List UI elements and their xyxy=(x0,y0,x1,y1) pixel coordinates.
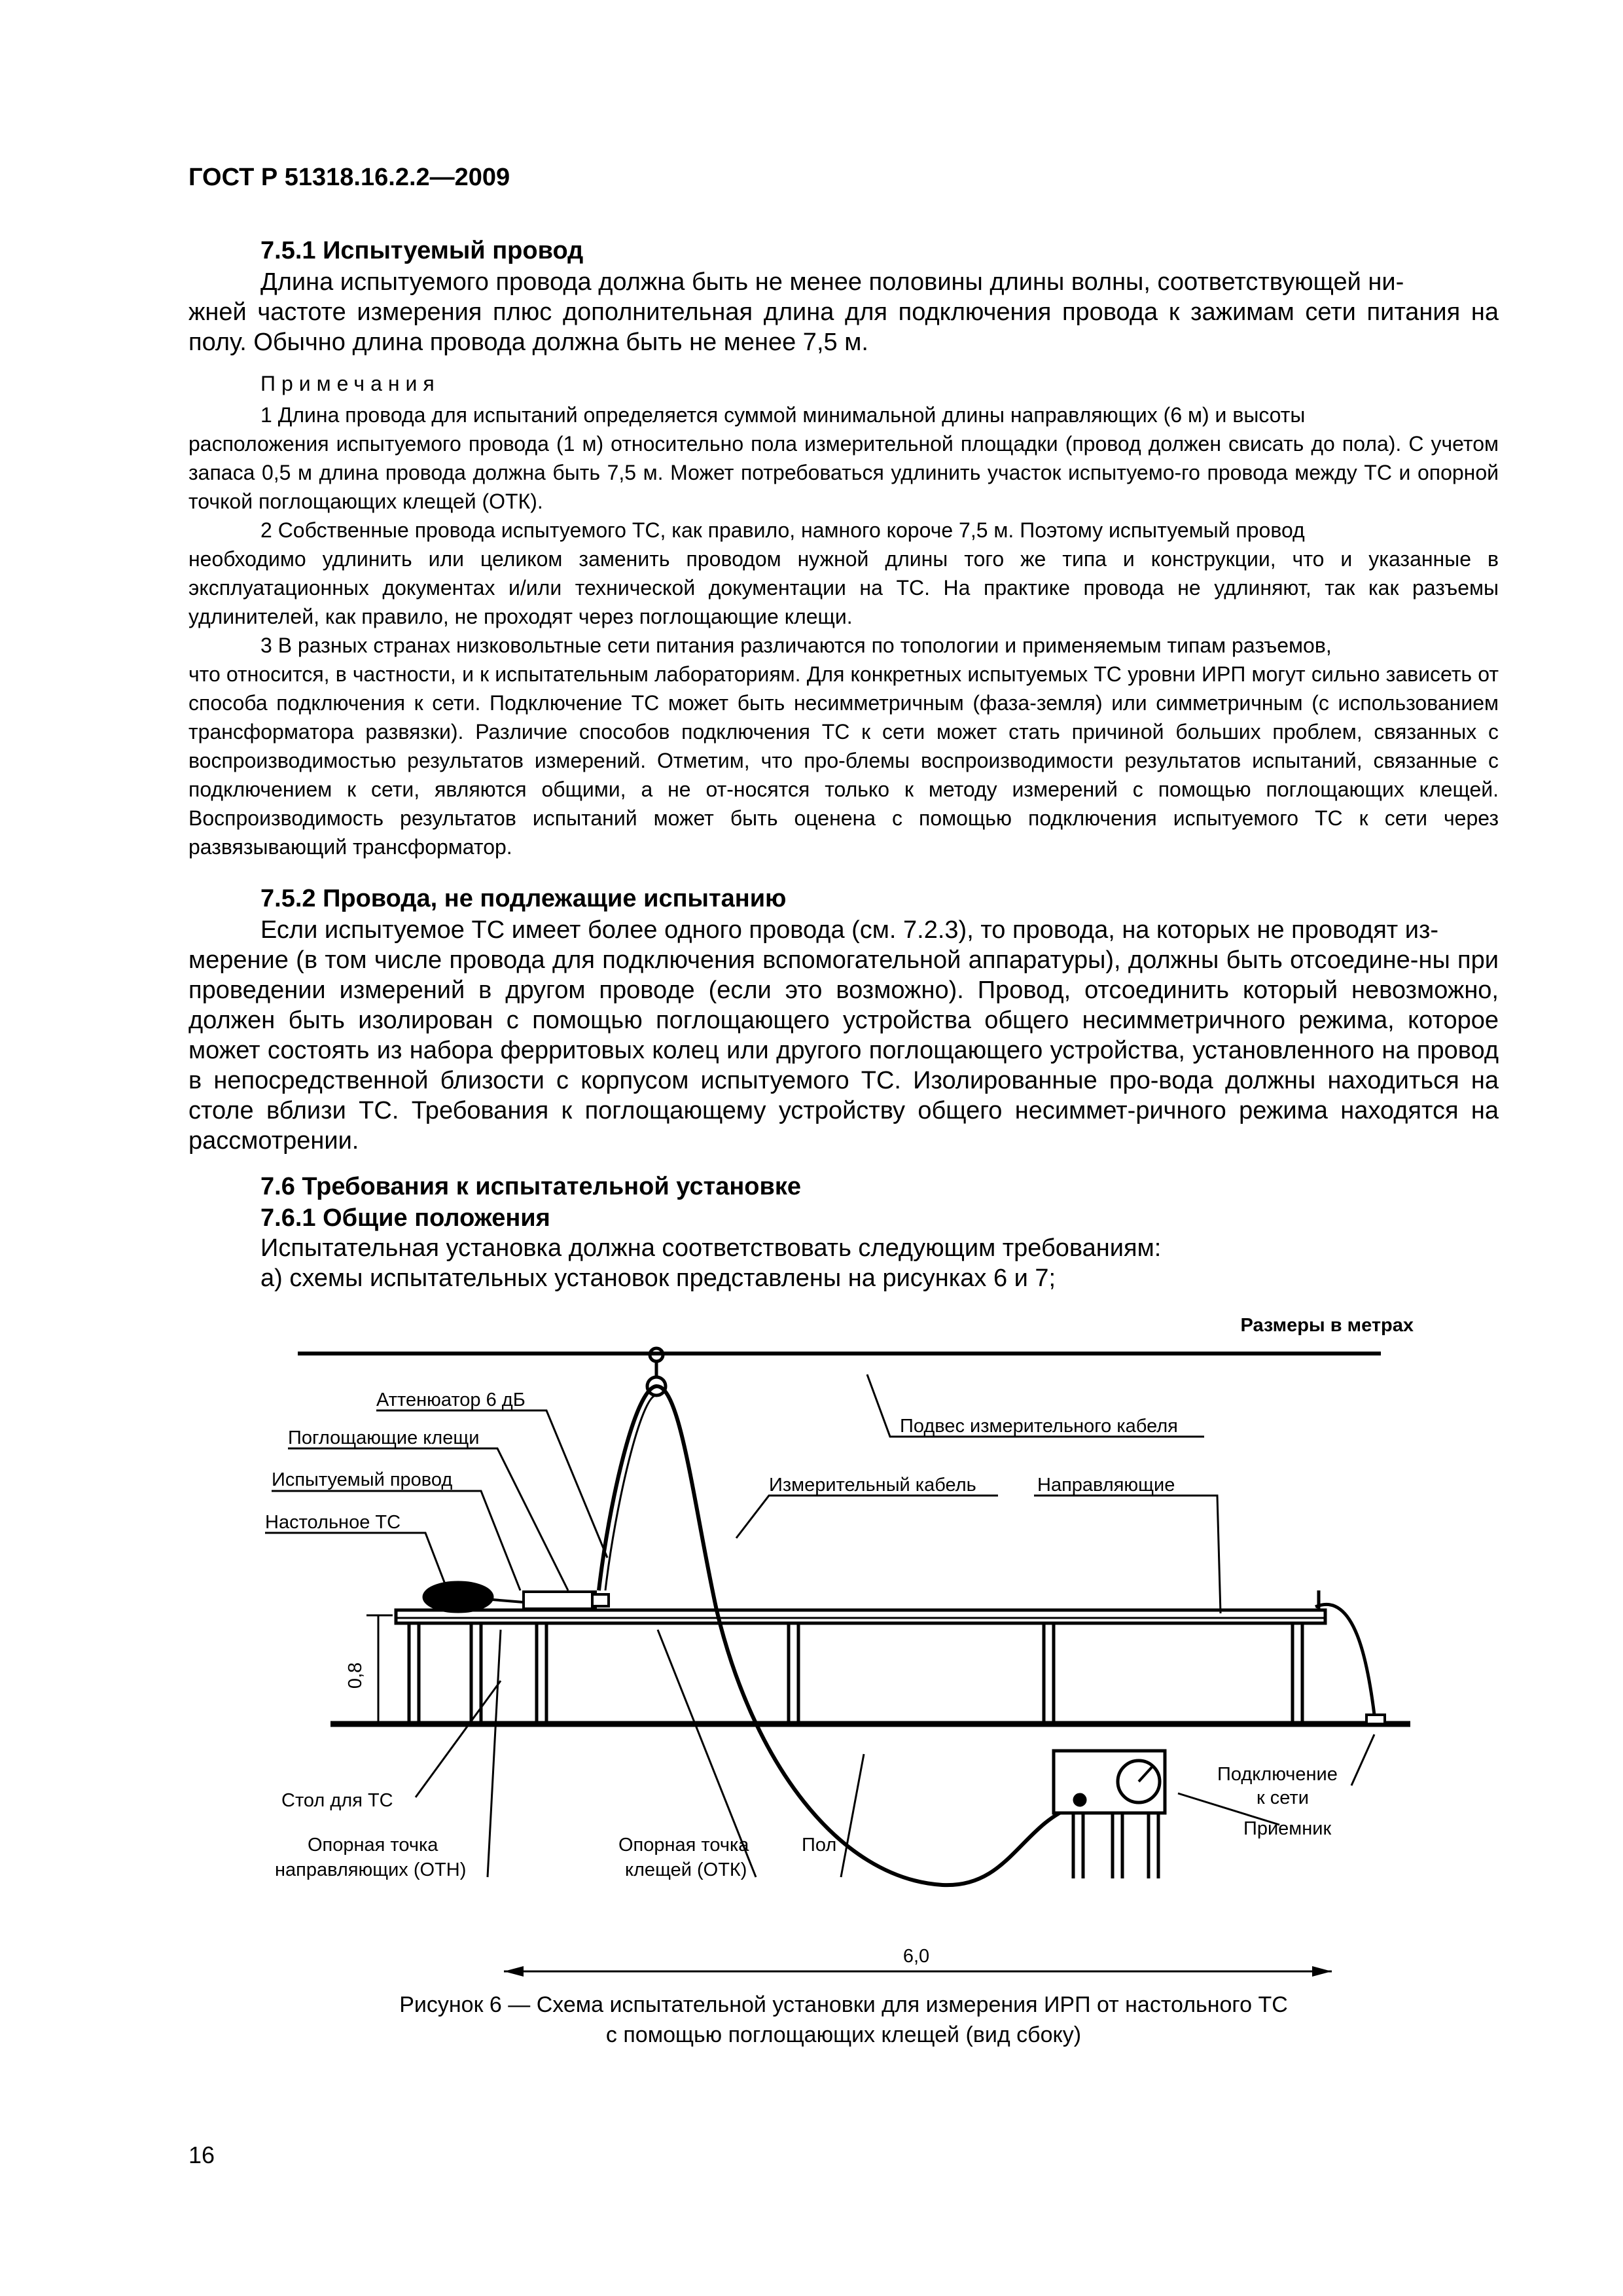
note-3-first: 3 В разных странах низковольтные сети питания различаются по топологии и применяемым типам разъемов, xyxy=(260,634,1332,657)
paragraph-line: Длина испытуемого провода должна быть не менее половины длины волны, соответствующей ни- xyxy=(260,268,1404,296)
label-length: 6,0 xyxy=(902,1946,930,1967)
note-2-rest: необходимо удлинить или целиком заменить проводом нужной длины того же типа и конструкции, что и указанные в эксплуатационных документах и/или технической документации на ТС. На практике провода не удлиняют, так как разъемы удлинителей, как правило, не проходят через поглощающие клещи. xyxy=(188,547,1499,628)
rails xyxy=(396,1610,1325,1623)
eut-device xyxy=(424,1583,492,1611)
label-floor: Пол xyxy=(802,1835,837,1856)
paragraph: жней частоте измерения плюс дополнительная длина для подключения провода к зажимам сети питания на полу. Обычно длина провода должна быть не менее 7,5 м. xyxy=(188,298,1499,356)
label-ref-clamp-2: клещей (ОТК) xyxy=(625,1859,747,1880)
document-header: ГОСТ Р 51318.16.2.2—2009 xyxy=(188,164,510,191)
label-device: Настольное ТС xyxy=(265,1512,401,1533)
list-item-a: а) схемы испытательных установок представлены на рисунках 6 и 7; xyxy=(260,1265,1056,1292)
label-table: Стол для ТС xyxy=(281,1790,393,1811)
label-cable: Измерительный кабель xyxy=(769,1475,976,1496)
section-7-6-1-intro: Испытательная установка должна соответствовать следующим требованиям: xyxy=(260,1234,1162,1262)
label-suspension: Подвес измерительного кабеля xyxy=(900,1416,1178,1437)
caption-line-1: Рисунок 6 — Схема испытательной установки для измерения ИРП от настольного ТС xyxy=(399,1992,1288,2017)
notes-heading: Примечания xyxy=(260,372,440,395)
label-clamp: Поглощающие клещи xyxy=(288,1427,480,1448)
label-wire: Испытуемый провод xyxy=(272,1469,453,1490)
label-mains-2: к сети xyxy=(1257,1787,1309,1808)
note-3-rest: что относится, в частности, и к испытательным лабораториям. Для конкретных испытуемых ТС уровни ИРП могут сильно зависеть от способа подключения к сети. Подключение ТС может быть несимметричным (фаза-земля) или симметричным (с использованием трансформатора развязки). Различие способов подключения ТС к сети может стать причиной больших проблем, связанных с воспроизводимостью результатов измерений. Отметим, что про-блемы воспроизводимости результатов испытаний, связанные с подключением к сети, являются общими, а не от-носятся только к методу измерений с помощью поглощающих клещей. Воспроизводимость результатов испытаний может быть оценена с помощью подключения испытуемого ТС к сети через развязывающий трансформатор. xyxy=(188,662,1499,859)
caption-line-2: с помощью поглощающих клещей (вид сбоку) xyxy=(605,2022,1082,2047)
label-ref-clamp-1: Опорная точка xyxy=(618,1835,749,1856)
measuring-cable xyxy=(599,1386,1073,1885)
absorbing-clamp xyxy=(524,1592,596,1609)
section-title-7-6: 7.6 Требования к испытательной установке xyxy=(260,1173,801,1200)
section-title-7-5-1: 7.5.1 Испытуемый провод xyxy=(260,237,584,264)
paragraph: мерение (в том числе провода для подключения вспомогательной аппаратуры), должны быть отсоедине-ны при проведении измерений в другом проводе (если это возможно). Провод, отсоединить который невозможно, должен быть изолирован с помощью поглощающего устройства общего несимметричного режима, которое может состоять из набора ферритовых колец или другого поглощающего устройства, установленного на провод в непосредственной близости с корпусом испытуемого ТС. Изолированные про-вода должны находиться на столе вблизи ТС. Требования к поглощающему устройству общего несиммет-ричного режима находятся на рассмотрении. xyxy=(188,946,1499,1155)
figure-caption xyxy=(188,1990,1499,2050)
paragraph-line: Если испытуемое ТС имеет более одного провода (см. 7.2.3), то провода, на которых не проводят из- xyxy=(260,916,1439,944)
label-units: Размеры в метрах xyxy=(1240,1315,1414,1336)
note-1-rest: расположения испытуемого провода (1 м) относительно пола измерительной площадки (провод должен свисать до пола). С учетом запаса 0,5 м длина провода должна быть 7,5 м. Может потребоваться удлинить участок испытуемо-го провода между ТС и опорной точкой поглощающих клещей (ОТК). xyxy=(188,432,1499,513)
note-2-first: 2 Собственные провода испытуемого ТС, как правило, намного короче 7,5 м. Поэтому испытуемый провод xyxy=(260,518,1305,542)
label-rails: Направляющие xyxy=(1037,1475,1175,1496)
label-height: 0,8 xyxy=(345,1662,366,1689)
label-attenuator: Аттенюатор 6 дБ xyxy=(376,1390,526,1410)
page-number: 16 xyxy=(188,2142,215,2168)
label-receiver: Приемник xyxy=(1243,1818,1332,1839)
label-ref-rails-2: направляющих (ОТН) xyxy=(275,1859,467,1880)
section-title-7-5-2: 7.5.2 Провода, не подлежащие испытанию xyxy=(260,885,787,912)
label-ref-rails-1: Опорная точка xyxy=(308,1835,438,1856)
note-1-first: 1 Длина провода для испытаний определяется суммой минимальной длины направляющих (6 м) и высоты xyxy=(260,403,1306,427)
label-mains-1: Подключение xyxy=(1217,1764,1338,1785)
section-title-7-6-1: 7.6.1 Общие положения xyxy=(260,1204,550,1232)
